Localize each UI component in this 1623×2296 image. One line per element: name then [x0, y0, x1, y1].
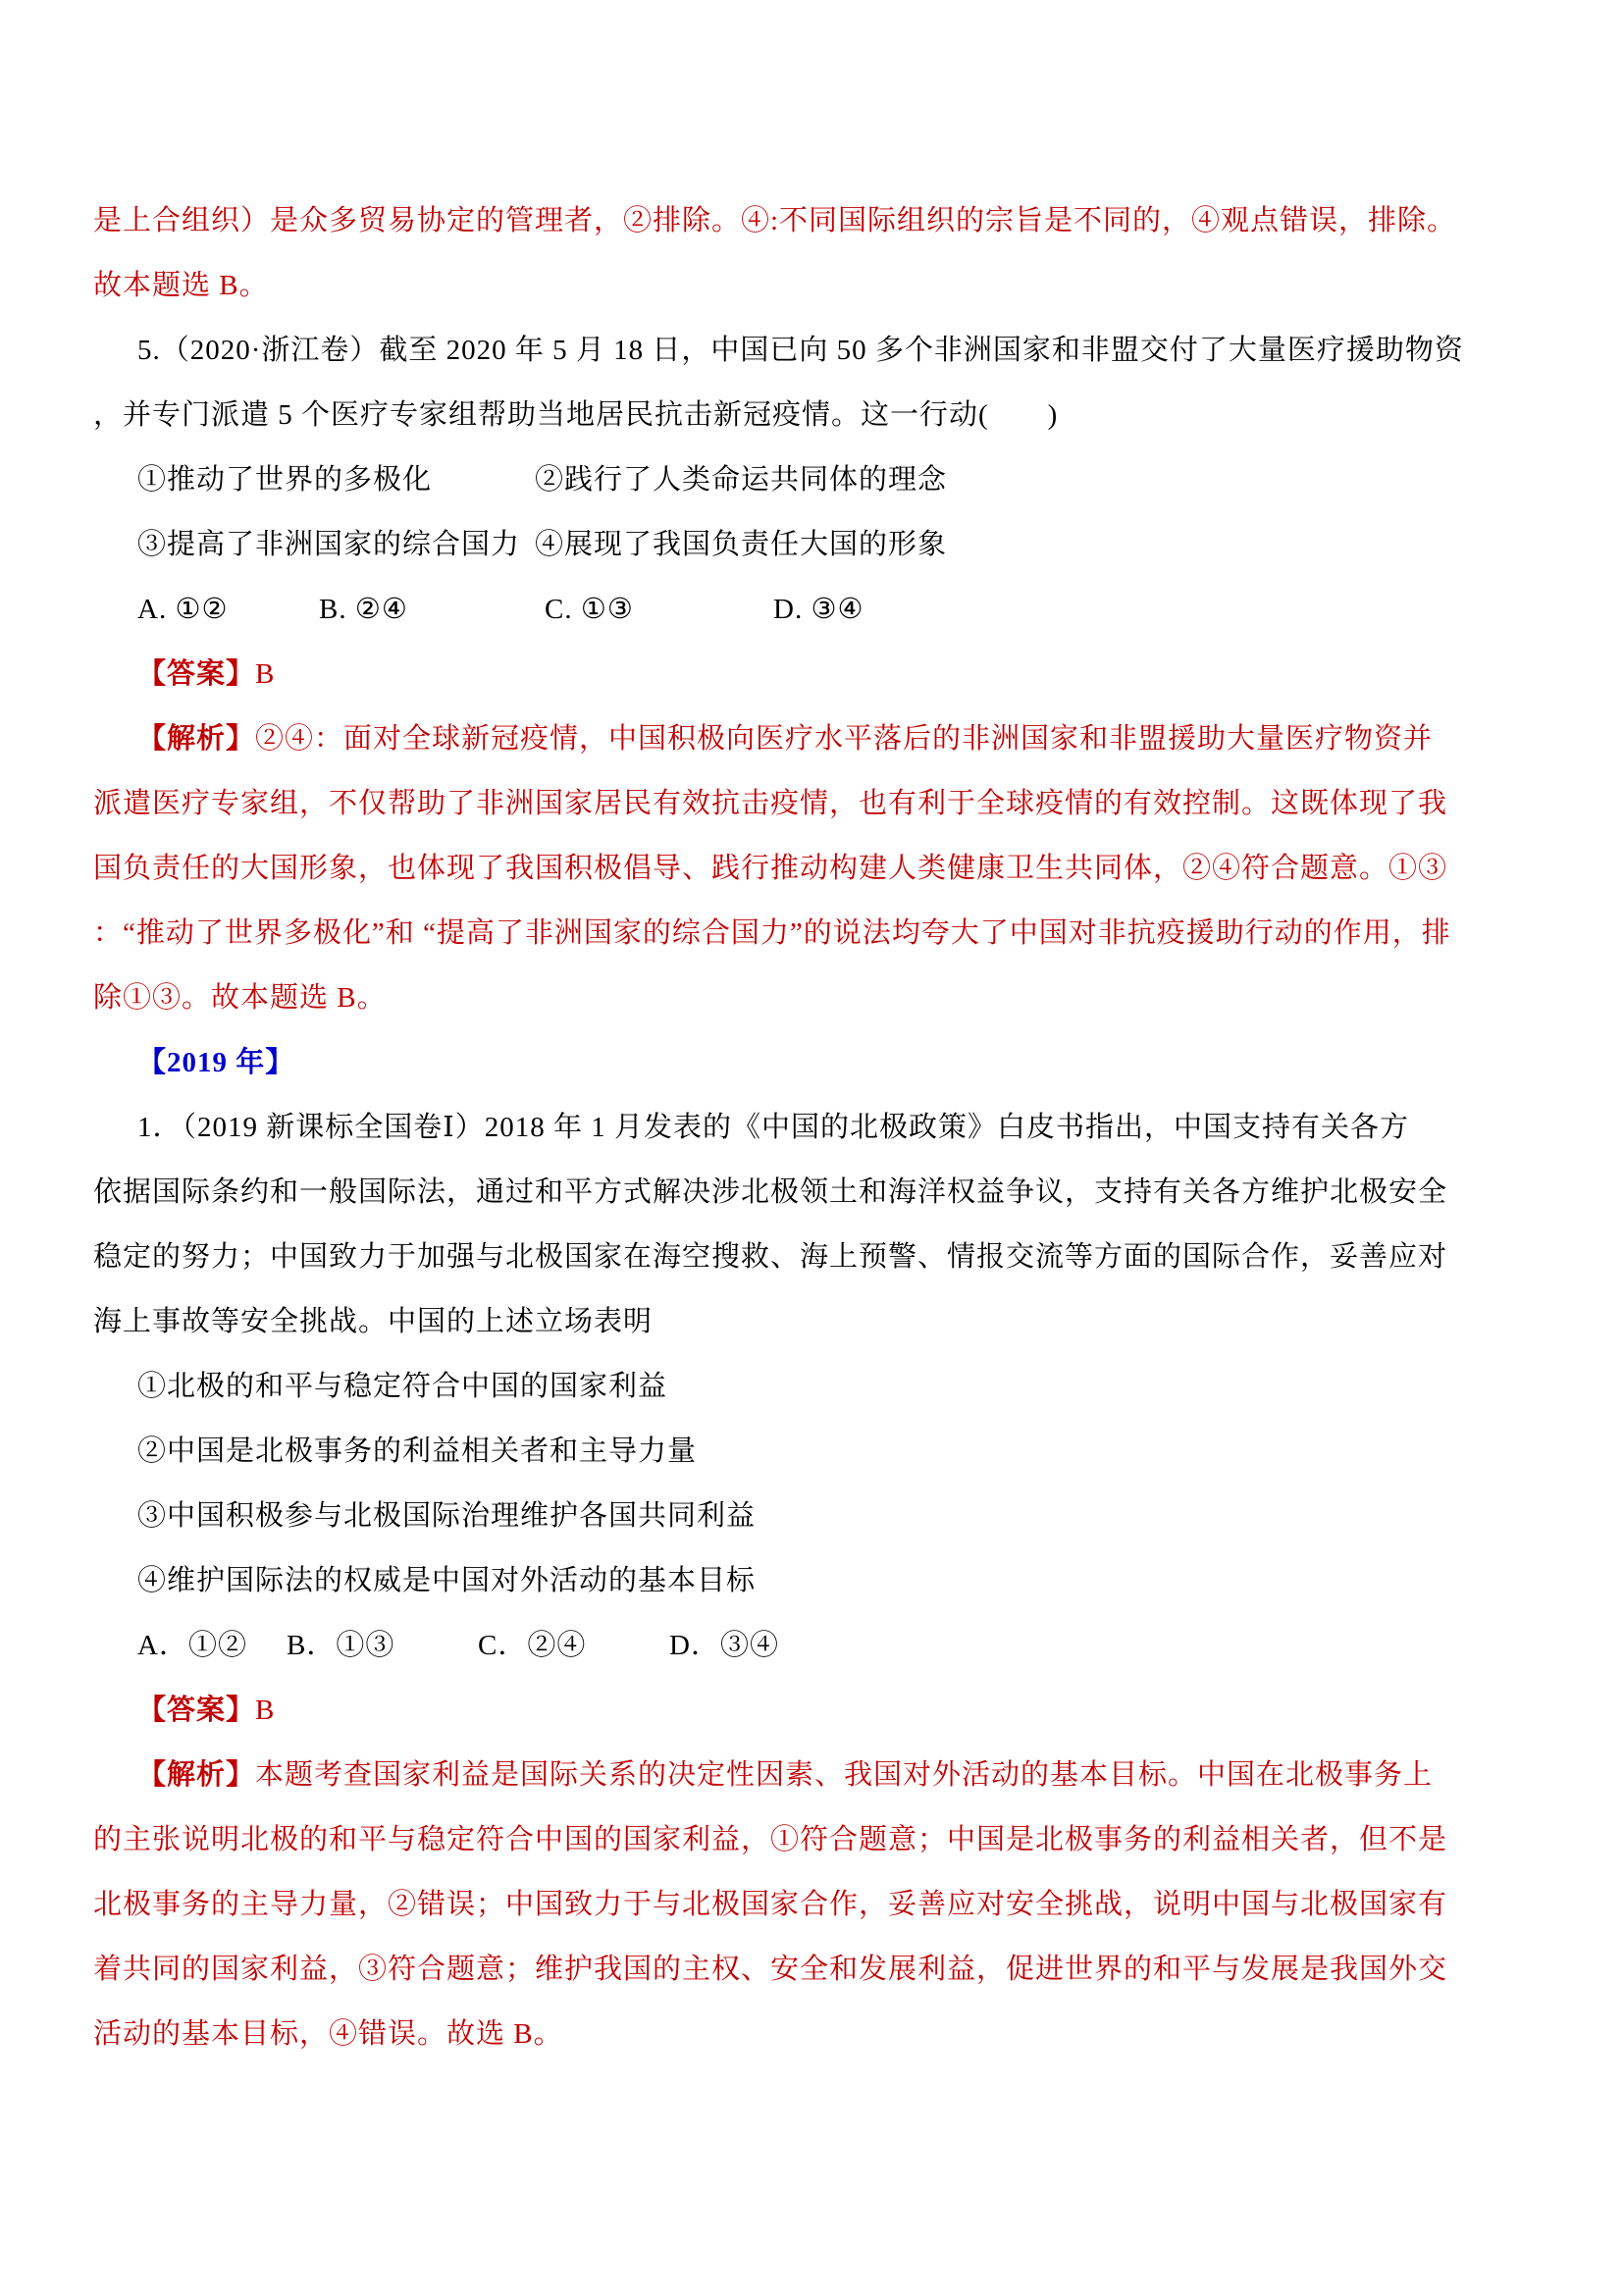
q5-option-3: ③提高了非洲国家的综合国力 — [137, 529, 521, 560]
q1-stem-line: 1．（2019 新课标全国卷Ⅰ）2018 年 1 月发表的《中国的北极政策》白皮书指出，中国支持有关各方 — [137, 1112, 1409, 1143]
q5-analysis-line: ：“推动了世界多极化”和 “提高了非洲国家的综合国力”的说法均夸大了中国对非抗疫援助行动的作用，排 — [93, 917, 1451, 949]
q1-stem-line: 稳定的努力；中国致力于加强与北极国家在海空搜救、海上预警、情报交流等方面的国际合作，妥善应对 — [93, 1241, 1448, 1273]
q1-analysis-line — [93, 1743, 1535, 1807]
q5-analysis-line — [93, 706, 1535, 771]
q1-stem-line: 海上事故等安全挑战。中国的上述立场表明 — [93, 1306, 654, 1337]
q5-analysis-line: 除①③。故本题选 B。 — [93, 982, 387, 1014]
answer-value: B — [255, 658, 276, 690]
q5-option-2: ②践行了人类命运共同体的理念 — [535, 464, 948, 496]
q5-option-row — [93, 447, 1535, 512]
q5-analysis-line: 国负责任的大国形象，也体现了我国积极倡导、践行推动构建人类健康卫生共同体，②④符合题意。①③ — [93, 853, 1448, 884]
analysis-label: 【解析】 — [137, 1759, 256, 1791]
q5-option-1: ①推动了世界的多极化 — [137, 464, 433, 496]
year-2019-heading: 【2019 年】 — [137, 1047, 295, 1078]
q5-choice-a: A. ①② — [137, 594, 229, 625]
q1-option-4: ④维护国际法的权威是中国对外活动的基本目标 — [137, 1565, 757, 1596]
q5-choice-c: C. ①③ — [545, 594, 634, 625]
answer-label: 【答案】 — [137, 658, 256, 690]
answer-value: B — [255, 1695, 276, 1726]
q1-choice-a: A．①② — [137, 1630, 247, 1661]
answer-label: 【答案】 — [137, 1695, 256, 1726]
q1-analysis-line: 北极事务的主导力量，②错误；中国致力于与北极国家合作，妥善应对安全挑战，说明中国与北极国家有 — [93, 1889, 1448, 1920]
q5-choice-b: B. ②④ — [319, 594, 408, 625]
q5-answer-line — [93, 642, 1535, 706]
q1-choice-d: D．③④ — [669, 1630, 779, 1661]
prev-analysis-tail-line: 是上合组织）是众多贸易协定的管理者，②排除。④:不同国际组织的宗旨是不同的，④观点错误，排除。 — [93, 205, 1457, 236]
q5-choices-row — [93, 577, 1535, 642]
q5-stem-line: 5.（2020·浙江卷）截至 2020 年 5 月 18 日，中国已向 50 多个非洲国家和非盟交付了大量医疗援助物资 — [137, 335, 1464, 366]
analysis-text: ②④：面对全球新冠疫情，中国积极向医疗水平落后的非洲国家和非盟援助大量医疗物资并 — [255, 723, 1434, 755]
q5-stem-line: ，并专门派遣 5 个医疗专家组帮助当地居民抗击新冠疫情。这一行动( ) — [93, 399, 1059, 431]
q5-analysis-line: 派遣医疗专家组，不仅帮助了非洲国家居民有效抗击疫情，也有利于全球疫情的有效控制。这既体现了我 — [93, 788, 1448, 819]
q1-choice-b: B．①③ — [287, 1630, 395, 1661]
q5-choice-d: D. ③④ — [773, 594, 864, 625]
q1-analysis-line: 活动的基本目标，④错误。故选 B。 — [93, 2018, 563, 2050]
q1-option-1: ①北极的和平与稳定符合中国的国家利益 — [137, 1371, 668, 1402]
q1-analysis-line: 着共同的国家利益，③符合题意；维护我国的主权、安全和发展利益，促进世界的和平与发展是我国外交 — [93, 1954, 1448, 1985]
q5-option-row — [93, 512, 1535, 577]
q1-option-3: ③中国积极参与北极国际治理维护各国共同利益 — [137, 1500, 757, 1532]
q5-option-4: ④展现了我国负责任大国的形象 — [535, 529, 948, 560]
q1-answer-line — [93, 1678, 1535, 1743]
q1-choices-row — [93, 1613, 1535, 1678]
prev-analysis-tail-line: 故本题选 B。 — [93, 270, 269, 301]
analysis-label: 【解析】 — [137, 723, 256, 755]
q1-option-2: ②中国是北极事务的利益相关者和主导力量 — [137, 1435, 698, 1467]
q1-choice-c: C．②④ — [478, 1630, 587, 1661]
q1-analysis-line: 的主张说明北极的和平与稳定符合中国的国家利益，①符合题意；中国是北极事务的利益相关者，但不是 — [93, 1824, 1448, 1855]
q1-stem-line: 依据国际条约和一般国际法，通过和平方式解决涉北极领土和海洋权益争议，支持有关各方维护北极安全 — [93, 1176, 1448, 1208]
analysis-text: 本题考查国家利益是国际关系的决定性因素、我国对外活动的基本目标。中国在北极事务上 — [255, 1759, 1434, 1791]
